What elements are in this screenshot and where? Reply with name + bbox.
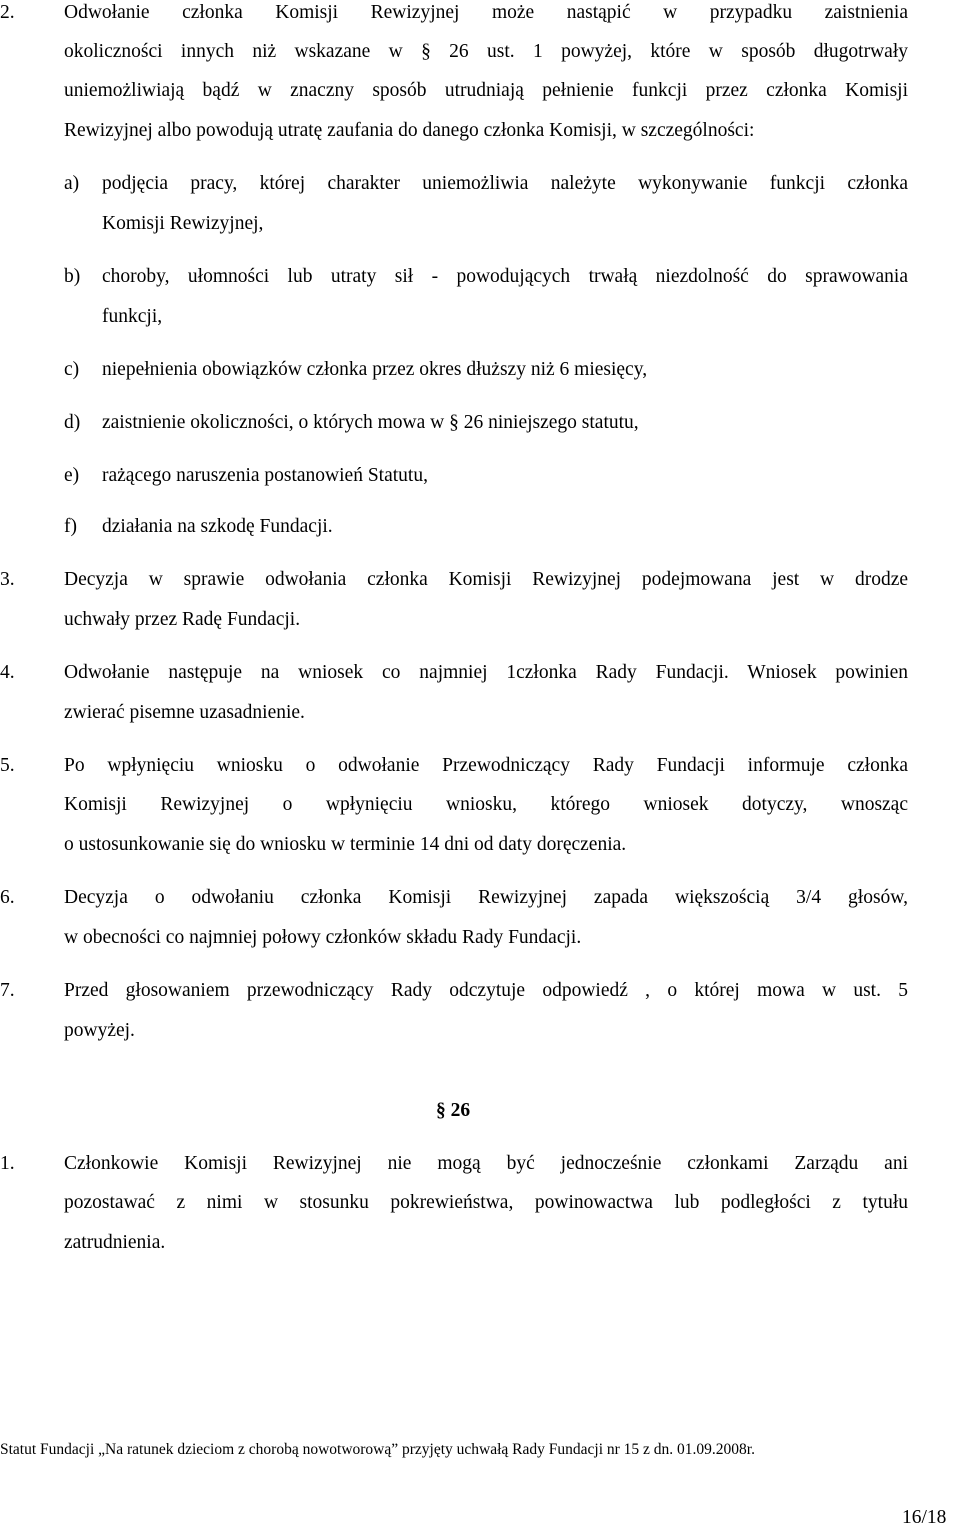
item-number: 3. — [0, 569, 15, 590]
item-number: 7. — [0, 980, 15, 1001]
subitem-label: b) — [64, 266, 81, 287]
paragraph-line: powyżej. — [64, 1020, 135, 1041]
paragraph-line: okoliczności innych niż wskazane w § 26 ust. 1 powyżej, które w sposób długotrwały — [64, 41, 908, 62]
paragraph-line: pozostawać z nimi w stosunku pokrewieństwa, powinowactwa lub podległości z tytułu — [64, 1192, 908, 1213]
subitem-line: podjęcia pracy, której charakter uniemożliwia należyte wykonywanie funkcji członka — [102, 173, 908, 194]
item-number: 4. — [0, 662, 15, 683]
paragraph-line: Rewizyjnej albo powodują utratę zaufania do danego członka Komisji, w szczególności: — [64, 120, 755, 141]
paragraph-line: Komisji Rewizyjnej o wpłynięciu wniosku, którego wniosek dotyczy, wnosząc — [64, 794, 908, 815]
subitem-line: Komisji Rewizyjnej, — [102, 213, 264, 234]
subitem-line: rażącego naruszenia postanowień Statutu, — [102, 465, 428, 486]
subitem-line: funkcji, — [102, 306, 163, 327]
paragraph-line: o ustosunkowanie się do wniosku w terminie 14 dni od daty doręczenia. — [64, 834, 627, 855]
paragraph-line: uchwały przez Radę Fundacji. — [64, 609, 301, 630]
subitem-line: zaistnienie okoliczności, o których mowa w § 26 niniejszego statutu, — [102, 412, 639, 433]
paragraph-line: Odwołanie członka Komisji Rewizyjnej może nastąpić w przypadku zaistnienia — [64, 2, 908, 23]
paragraph-line: Decyzja w sprawie odwołania członka Komisji Rewizyjnej podejmowana jest w drodze — [64, 569, 908, 590]
paragraph-line: Przed głosowaniem przewodniczący Rady odczytuje odpowiedź , o której mowa w ust. 5 — [64, 980, 908, 1001]
subitem-label: a) — [64, 173, 80, 194]
item-number: 2. — [0, 2, 15, 23]
item-number: 5. — [0, 755, 15, 776]
paragraph-line: zwierać pisemne uzasadnienie. — [64, 702, 305, 723]
subitem-label: d) — [64, 412, 81, 433]
paragraph-line: Po wpłynięciu wniosku o odwołanie Przewodniczący Rady Fundacji informuje członka — [64, 755, 908, 776]
paragraph-line: Odwołanie następuje na wniosek co najmniej 1członka Rady Fundacji. Wniosek powinien — [64, 662, 908, 683]
paragraph-line: w obecności co najmniej połowy członków składu Rady Fundacji. — [64, 927, 582, 948]
paragraph-line: Decyzja o odwołaniu członka Komisji Rewizyjnej zapada większością 3/4 głosów, — [64, 887, 908, 908]
item-number: 6. — [0, 887, 15, 908]
subitem-line: niepełnienia obowiązków członka przez okres dłuższy niż 6 miesięcy, — [102, 359, 648, 380]
paragraph-line: zatrudnienia. — [64, 1232, 166, 1253]
paragraph-line: Członkowie Komisji Rewizyjnej nie mogą być jednocześnie członkami Zarządu ani — [64, 1153, 908, 1174]
item-number: 1. — [0, 1153, 15, 1174]
section-heading: § 26 — [436, 1100, 471, 1121]
footer-text: Statut Fundacji „Na ratunek dzieciom z chorobą nowotworową” przyjęty uchwałą Rady Fundacji nr 15 z dn. 01.09.2008r. — [0, 1441, 755, 1458]
paragraph-line: uniemożliwiają bądź w znaczny sposób utrudniają pełnienie funkcji przez członka Komisji — [64, 80, 908, 101]
subitem-line: działania na szkodę Fundacji. — [102, 516, 333, 537]
subitem-label: c) — [64, 359, 80, 380]
subitem-label: e) — [64, 465, 80, 486]
subitem-label: f) — [64, 516, 77, 537]
subitem-line: choroby, ułomności lub utraty sił - powodujących trwałą niezdolność do sprawowania — [102, 266, 908, 287]
page-number: 16/18 — [902, 1507, 947, 1528]
